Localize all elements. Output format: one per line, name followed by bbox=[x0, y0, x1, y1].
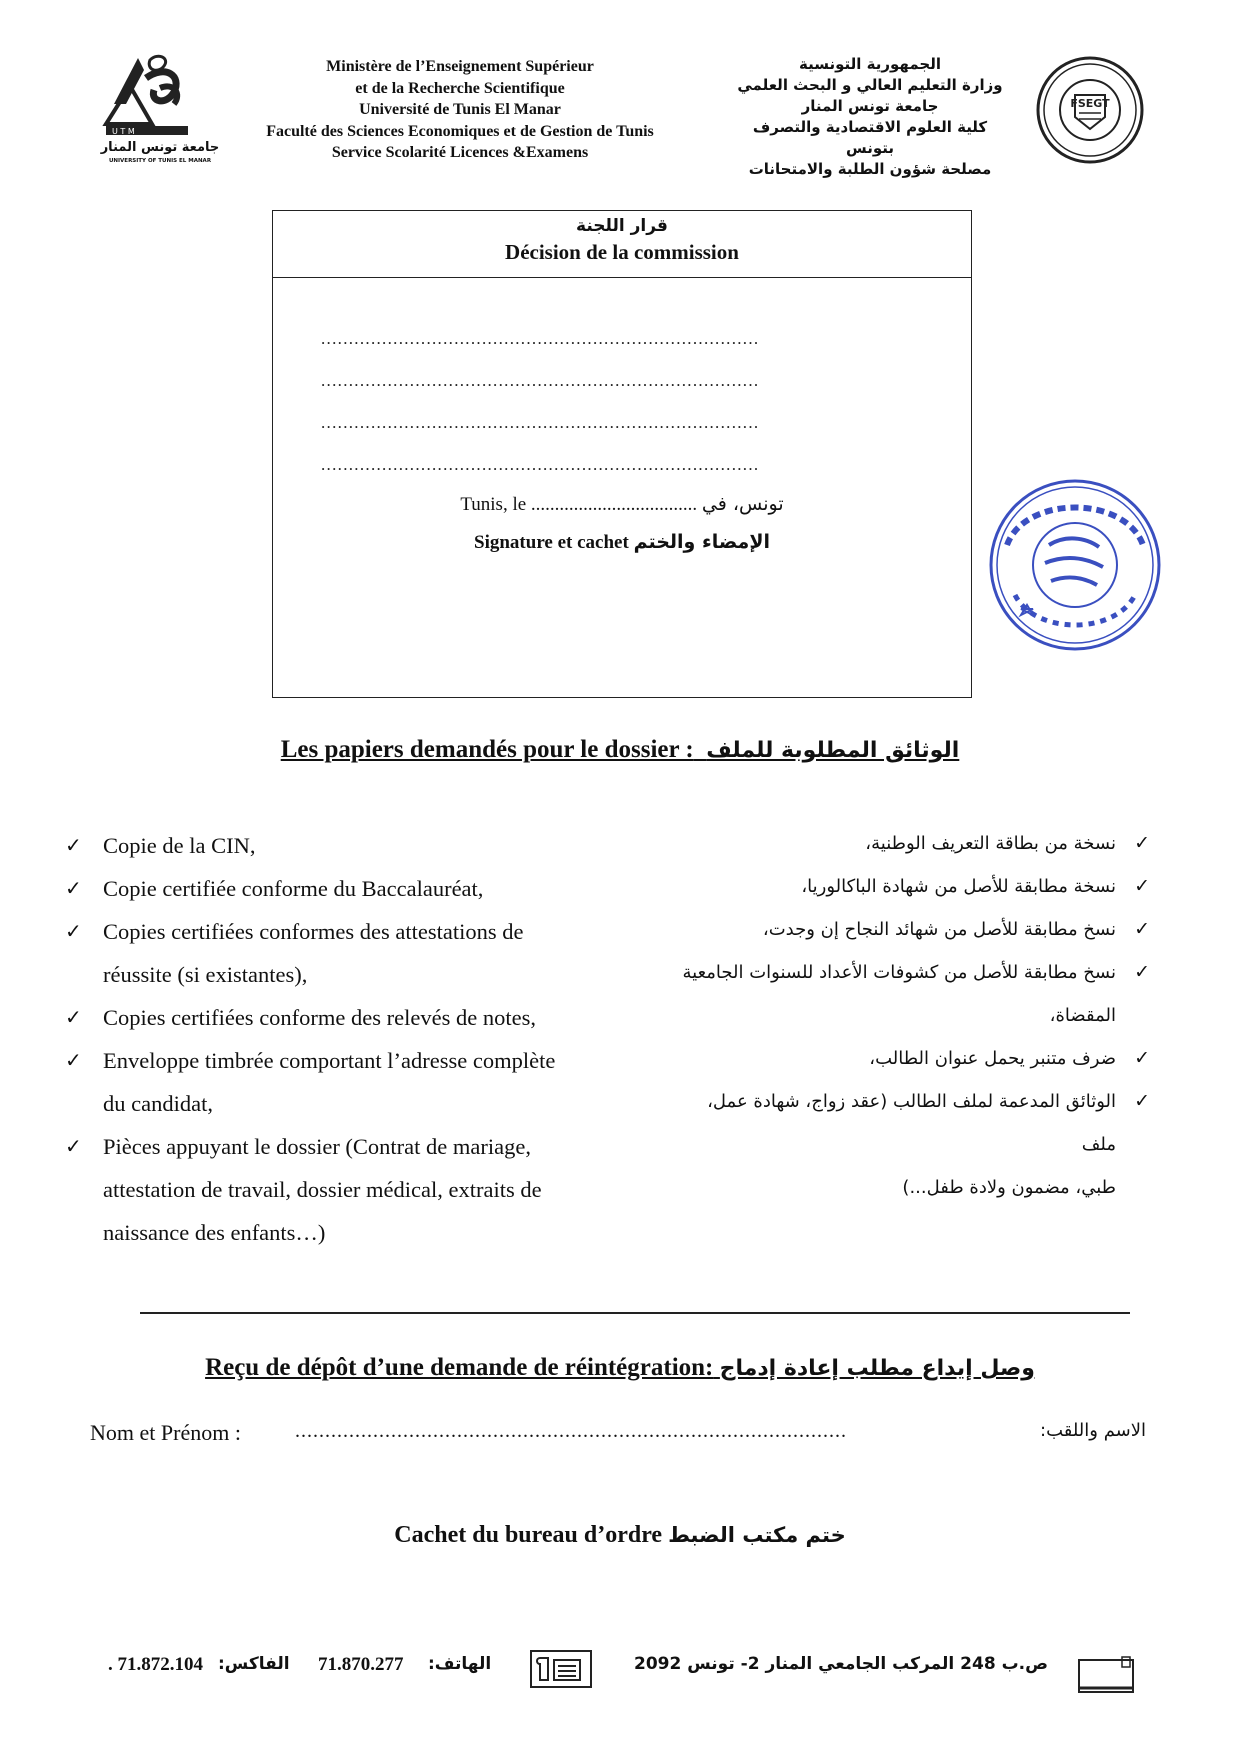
signature-label-fr: Signature et cachet bbox=[474, 532, 629, 553]
list-item bbox=[670, 865, 1150, 908]
name-field[interactable]: ............................................................................................ bbox=[295, 1420, 847, 1442]
header-fr-line: Université de Tunis El Manar bbox=[359, 101, 561, 118]
list-item-line: Copies certifiées conforme des relevés de notes, bbox=[103, 1005, 536, 1030]
header-fr-line: Service Scolarité Licences &Examens bbox=[331, 144, 589, 161]
decision-line[interactable]: ............................................................................... bbox=[321, 371, 760, 390]
fax-label: الفاكس: bbox=[218, 1654, 290, 1674]
decision-box-header bbox=[273, 211, 971, 278]
check-icon: ✓ bbox=[65, 1048, 82, 1072]
decision-signature bbox=[273, 531, 971, 554]
list-item bbox=[65, 824, 635, 867]
papers-title-ar: الوثائق المطلوبة للملف bbox=[706, 738, 960, 763]
list-item-line: Enveloppe timbrée comportant l’adresse complète bbox=[103, 1048, 556, 1073]
list-item bbox=[65, 1125, 635, 1254]
official-round-stamp-icon bbox=[985, 475, 1165, 655]
list-item bbox=[65, 867, 635, 910]
fsegt-abbr: FSEGT bbox=[1070, 97, 1110, 110]
receipt-title bbox=[150, 1354, 1090, 1382]
receipt-title-fr: Reçu de dépôt d’une demande de réintégration: bbox=[205, 1354, 714, 1381]
check-icon: ✓ bbox=[65, 1005, 82, 1029]
fax-value: . 71.872.104 bbox=[108, 1654, 203, 1675]
papers-list-fr bbox=[65, 824, 635, 1254]
header-ar-line: مصلحة شؤون الطلبة والامتحانات bbox=[748, 160, 992, 178]
list-item-line: attestation de travail, dossier médical, extraits de bbox=[103, 1177, 542, 1202]
decision-line[interactable]: ............................................................................... bbox=[321, 413, 760, 432]
telephone-icon bbox=[530, 1650, 592, 1688]
list-item-line: نسخ مطابقة للأصل من شهائد النجاح إن وجدت، bbox=[762, 919, 1116, 940]
date-label-fr: Tunis, le bbox=[460, 494, 527, 515]
cachet-label-ar: ختم مكتب الضبط bbox=[668, 1523, 846, 1547]
check-icon: ✓ bbox=[1134, 1090, 1150, 1112]
header-ar-line: الجمهورية التونسية bbox=[799, 55, 941, 73]
list-item bbox=[65, 910, 635, 996]
list-item-line: réussite (si existantes), bbox=[103, 962, 308, 987]
section-divider bbox=[140, 1312, 1130, 1314]
header-ar-line: وزارة التعليم العالي و البحث العلمي bbox=[737, 76, 1003, 94]
check-icon: ✓ bbox=[65, 1134, 82, 1158]
list-item-line: Copie de la CIN, bbox=[103, 833, 256, 858]
check-icon: ✓ bbox=[1134, 918, 1150, 940]
postal-address: ص.ب 248 المركب الجامعي المنار 2- تونس 2092 bbox=[634, 1654, 1048, 1674]
check-icon: ✓ bbox=[65, 876, 82, 900]
utm-arabic-name: جامعة تونس المنار bbox=[100, 140, 220, 155]
list-item bbox=[65, 996, 635, 1039]
decision-line[interactable]: ............................................................................... bbox=[321, 329, 760, 348]
header-fr-line: Faculté des Sciences Economiques et de Gestion de Tunis bbox=[266, 122, 654, 140]
envelope-icon bbox=[1078, 1656, 1134, 1694]
papers-title-fr: Les papiers demandés pour le dossier : bbox=[280, 736, 694, 763]
check-icon: ✓ bbox=[65, 919, 82, 943]
phone-value: 71.870.277 bbox=[318, 1654, 404, 1675]
list-item bbox=[670, 951, 1150, 1037]
name-label-fr: Nom et Prénom : bbox=[90, 1420, 241, 1445]
list-item-line: نسخة مطابقة للأصل من شهادة الباكالوريا، bbox=[801, 876, 1116, 897]
header-arabic bbox=[735, 54, 1005, 180]
check-icon: ✓ bbox=[1134, 832, 1150, 854]
decision-title-ar: قرار اللجنة bbox=[576, 216, 668, 236]
utm-english-name: UNIVERSITY OF TUNIS EL MANAR bbox=[108, 158, 212, 164]
header-ar-line: كلية العلوم الاقتصادية والتصرف بتونس bbox=[752, 118, 988, 157]
list-item-line: naissance des enfants…) bbox=[103, 1220, 326, 1245]
header-fr-line: Ministère de l’Enseignement Supérieur bbox=[326, 58, 594, 75]
papers-list-ar bbox=[670, 822, 1150, 1209]
check-icon: ✓ bbox=[1134, 1047, 1150, 1069]
list-item-line: طبي، مضمون ولادة طفل...) bbox=[902, 1177, 1116, 1198]
list-item-line: Copies certifiées conformes des attestations de bbox=[103, 919, 524, 944]
office-stamp-label bbox=[300, 1522, 940, 1549]
faculty-seal bbox=[1035, 55, 1145, 165]
header-french bbox=[250, 56, 670, 164]
header-ar-line: جامعة تونس المنار bbox=[801, 97, 939, 115]
signature-label-ar: الإمضاء والختم bbox=[633, 531, 770, 553]
list-item-line: du candidat, bbox=[103, 1091, 213, 1116]
list-item bbox=[670, 908, 1150, 951]
decision-line[interactable]: ............................................................................... bbox=[321, 455, 760, 474]
check-icon: ✓ bbox=[65, 833, 82, 857]
list-item-line: Copie certifiée conforme du Baccalauréat, bbox=[103, 876, 484, 901]
list-item-line: Pièces appuyant le dossier (Contrat de mariage, bbox=[103, 1134, 531, 1159]
decision-date bbox=[273, 493, 971, 516]
name-label-ar: الاسم واللقب: bbox=[1040, 1420, 1147, 1441]
receipt-title-ar: وصل إيداع مطلب إعادة إدماج bbox=[719, 1356, 1035, 1381]
check-icon: ✓ bbox=[1134, 875, 1150, 897]
list-item-line: نسخة من بطاقة التعريف الوطنية، bbox=[865, 833, 1116, 854]
list-item-line: الوثائق المدعمة لملف الطالب (عقد زواج، شهادة عمل، ملف bbox=[707, 1091, 1116, 1155]
date-label-ar: تونس، في bbox=[701, 493, 784, 515]
official-stamp bbox=[985, 475, 1165, 655]
university-logo bbox=[100, 48, 220, 168]
fsegt-seal-icon bbox=[1035, 55, 1145, 165]
list-item bbox=[670, 1080, 1150, 1209]
list-item bbox=[670, 1037, 1150, 1080]
list-item-line: المقضاة، bbox=[1049, 1005, 1116, 1026]
check-icon: ✓ bbox=[1134, 961, 1150, 983]
decision-box bbox=[272, 210, 972, 698]
cachet-label-fr: Cachet du bureau d’ordre bbox=[394, 1522, 663, 1548]
papers-section-title bbox=[200, 736, 1040, 764]
header-fr-line: et de la Recherche Scientifique bbox=[355, 79, 565, 97]
decision-title-fr: Décision de la commission bbox=[505, 240, 739, 264]
list-item bbox=[65, 1039, 635, 1125]
date-field[interactable]: ................................... bbox=[530, 494, 698, 515]
phone-label: الهاتف: bbox=[428, 1654, 492, 1674]
list-item bbox=[670, 822, 1150, 865]
list-item-line: ضرف متنبر يحمل عنوان الطالب، bbox=[869, 1048, 1116, 1069]
list-item-line: نسخ مطابقة للأصل من كشوفات الأعداد للسنوات الجامعية bbox=[682, 962, 1116, 983]
svg-text:U T M: U T M bbox=[112, 127, 135, 136]
